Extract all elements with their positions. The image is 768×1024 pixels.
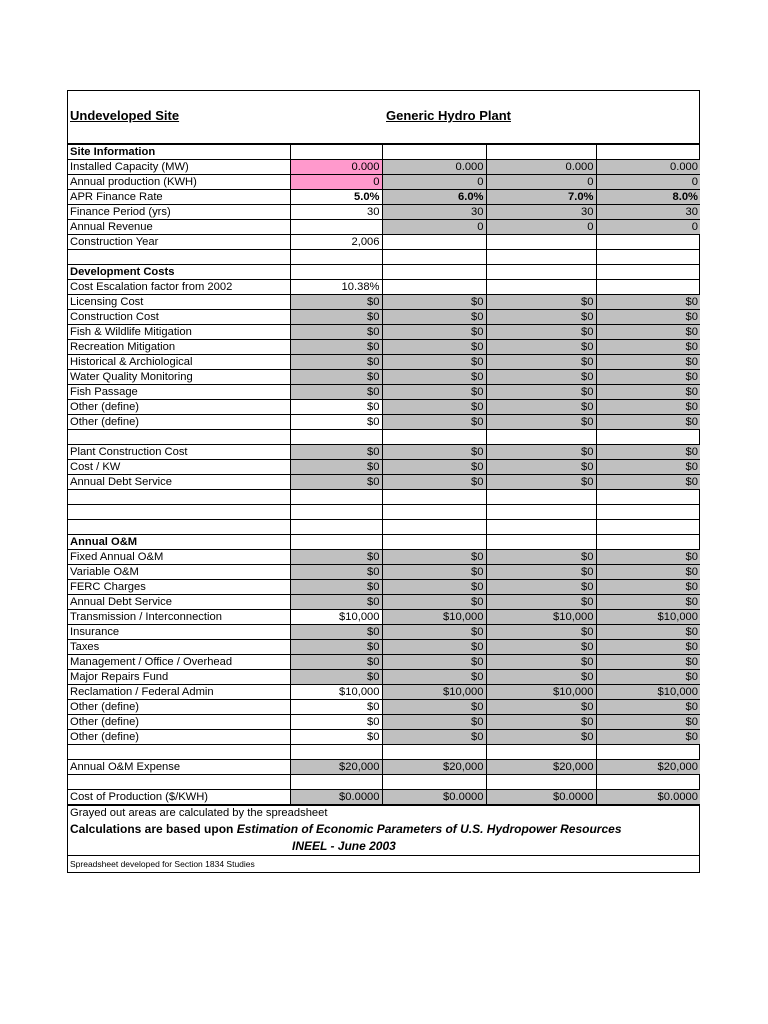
cell-col-2[interactable]: 0: [382, 175, 486, 190]
cell-col-4[interactable]: $0: [596, 385, 700, 400]
cell-col-1[interactable]: $0: [290, 565, 382, 580]
cell-col-4[interactable]: 0: [596, 220, 700, 235]
site-title: Undeveloped Site: [70, 108, 180, 123]
row-label: Fish & Wildlife Mitigation: [68, 325, 290, 340]
blank-row: [68, 505, 700, 520]
cell-col-3[interactable]: [486, 520, 596, 535]
cell-col-1[interactable]: 0: [290, 175, 382, 190]
cell-col-4[interactable]: 0: [596, 175, 700, 190]
row-label: Cost Escalation factor from 2002: [68, 280, 290, 295]
cell-col-4[interactable]: $20,000: [596, 760, 700, 775]
row-label: [68, 490, 290, 505]
row-label: Reclamation / Federal Admin: [68, 685, 290, 700]
row-label: Plant Construction Cost: [68, 445, 290, 460]
cell-col-3[interactable]: $0: [486, 550, 596, 565]
cell-col-4[interactable]: $0: [596, 460, 700, 475]
cell-col-3[interactable]: $0.0000: [486, 790, 596, 805]
blank-row: [68, 490, 700, 505]
row-label: Licensing Cost: [68, 295, 290, 310]
cell-col-1[interactable]: 2,006: [290, 235, 382, 250]
cell-col-1[interactable]: 0.000: [290, 160, 382, 175]
row-label: Historical & Archiological: [68, 355, 290, 370]
table-row: [68, 325, 700, 340]
cell-col-3[interactable]: $0: [486, 730, 596, 745]
row-label: [68, 520, 290, 535]
row-label: Cost of Production ($/KWH): [68, 790, 290, 805]
blank-row: [68, 520, 700, 535]
cell-col-2[interactable]: [382, 775, 486, 790]
cell-col-4[interactable]: [596, 535, 700, 550]
row-label: Other (define): [68, 730, 290, 745]
cell-col-2[interactable]: $0: [382, 400, 486, 415]
cell-col-4[interactable]: $0: [596, 340, 700, 355]
cell-col-1[interactable]: $20,000: [290, 760, 382, 775]
section-heading-row: [68, 145, 700, 160]
cell-col-1[interactable]: $0: [290, 595, 382, 610]
row-label: [68, 505, 290, 520]
table-row: [68, 280, 700, 295]
cell-col-2[interactable]: 0: [382, 220, 486, 235]
section-heading-row: [68, 535, 700, 550]
table-row: [68, 655, 700, 670]
table-row: [68, 700, 700, 715]
cell-col-1[interactable]: [290, 430, 382, 445]
row-label: APR Finance Rate: [68, 190, 290, 205]
cell-col-3[interactable]: $0: [486, 625, 596, 640]
cell-col-1[interactable]: $0: [290, 445, 382, 460]
table-row: [68, 625, 700, 640]
cell-col-3[interactable]: $0: [486, 670, 596, 685]
cell-col-4[interactable]: $0: [596, 595, 700, 610]
cell-col-4[interactable]: 0.000: [596, 160, 700, 175]
cell-col-1[interactable]: [290, 490, 382, 505]
cell-col-3[interactable]: [486, 265, 596, 280]
cell-col-4[interactable]: [596, 250, 700, 265]
row-label: Major Repairs Fund: [68, 670, 290, 685]
row-label: Other (define): [68, 715, 290, 730]
cell-col-1[interactable]: $0: [290, 385, 382, 400]
cell-col-1[interactable]: [290, 145, 382, 160]
row-label: Annual Revenue: [68, 220, 290, 235]
cell-col-2[interactable]: $0: [382, 550, 486, 565]
cell-col-3[interactable]: $0: [486, 370, 596, 385]
cell-col-2[interactable]: $0: [382, 730, 486, 745]
cell-col-2[interactable]: [382, 265, 486, 280]
cell-col-1[interactable]: $0: [290, 715, 382, 730]
table-row: [68, 460, 700, 475]
cell-col-2[interactable]: $0: [382, 415, 486, 430]
cell-col-2[interactable]: $0: [382, 385, 486, 400]
table-row: [68, 580, 700, 595]
cell-col-3[interactable]: $0: [486, 640, 596, 655]
cell-col-4[interactable]: $0: [596, 655, 700, 670]
cell-col-1[interactable]: $0: [290, 400, 382, 415]
cell-col-2[interactable]: $0: [382, 655, 486, 670]
cell-col-4[interactable]: $0: [596, 310, 700, 325]
table-row: [68, 685, 700, 700]
row-label: Other (define): [68, 415, 290, 430]
cell-col-4[interactable]: $0: [596, 625, 700, 640]
cell-col-4[interactable]: $0: [596, 730, 700, 745]
row-label: Cost / KW: [68, 460, 290, 475]
cell-col-2[interactable]: $0.0000: [382, 790, 486, 805]
cell-col-1[interactable]: $0.0000: [290, 790, 382, 805]
table-row: [68, 295, 700, 310]
cell-col-2[interactable]: 6.0%: [382, 190, 486, 205]
blank-row: [68, 745, 700, 760]
cell-col-2[interactable]: $0: [382, 310, 486, 325]
table-row: [68, 205, 700, 220]
cell-col-1[interactable]: $0: [290, 700, 382, 715]
cell-col-4[interactable]: $0: [596, 670, 700, 685]
cell-col-2[interactable]: $0: [382, 460, 486, 475]
row-label: Construction Year: [68, 235, 290, 250]
row-label: Construction Cost: [68, 310, 290, 325]
cell-col-3[interactable]: $0: [486, 325, 596, 340]
cell-col-3[interactable]: [486, 145, 596, 160]
cell-col-2[interactable]: $0: [382, 700, 486, 715]
cell-col-3[interactable]: $0: [486, 355, 596, 370]
cell-col-1[interactable]: $10,000: [290, 685, 382, 700]
cell-col-4[interactable]: [596, 145, 700, 160]
cell-col-3[interactable]: $0: [486, 460, 596, 475]
cell-col-2[interactable]: [382, 250, 486, 265]
table-row: [68, 400, 700, 415]
cell-col-3[interactable]: $10,000: [486, 685, 596, 700]
cell-col-1[interactable]: $0: [290, 310, 382, 325]
cell-col-4[interactable]: [596, 430, 700, 445]
calc-prefix: Calculations are based upon: [70, 822, 237, 836]
cell-col-4[interactable]: $0: [596, 445, 700, 460]
cell-col-1[interactable]: $0: [290, 340, 382, 355]
cell-col-3[interactable]: [486, 535, 596, 550]
cell-col-4[interactable]: [596, 775, 700, 790]
cell-col-1[interactable]: [290, 775, 382, 790]
cell-col-1[interactable]: 30: [290, 205, 382, 220]
row-label: Finance Period (yrs): [68, 205, 290, 220]
cell-col-3[interactable]: [486, 490, 596, 505]
table-row: [68, 610, 700, 625]
cell-col-1[interactable]: 5.0%: [290, 190, 382, 205]
cell-col-1[interactable]: [290, 745, 382, 760]
source-line: INEEL - June 2003: [292, 839, 396, 853]
cell-col-4[interactable]: [596, 490, 700, 505]
cell-col-3[interactable]: $0: [486, 310, 596, 325]
cell-col-1[interactable]: [290, 265, 382, 280]
cell-col-3[interactable]: $0: [486, 580, 596, 595]
cell-col-3[interactable]: $0: [486, 340, 596, 355]
cell-col-1[interactable]: $0: [290, 640, 382, 655]
cell-col-4[interactable]: $0: [596, 475, 700, 490]
table-row: [68, 670, 700, 685]
cell-col-3[interactable]: [486, 745, 596, 760]
cell-col-2[interactable]: $0: [382, 670, 486, 685]
cell-col-3[interactable]: $0: [486, 475, 596, 490]
table-row: [68, 715, 700, 730]
table-row: [68, 640, 700, 655]
cell-col-3[interactable]: [486, 250, 596, 265]
cell-col-1[interactable]: $0: [290, 415, 382, 430]
row-label: [68, 250, 290, 265]
cell-col-2[interactable]: 0.000: [382, 160, 486, 175]
cell-col-1[interactable]: $0: [290, 355, 382, 370]
cell-col-1[interactable]: $0: [290, 670, 382, 685]
cell-col-3[interactable]: $0: [486, 295, 596, 310]
cell-col-1[interactable]: [290, 535, 382, 550]
row-label: Variable O&M: [68, 565, 290, 580]
cell-col-3[interactable]: $0: [486, 385, 596, 400]
cell-col-4[interactable]: [596, 745, 700, 760]
row-label: [68, 775, 290, 790]
cell-col-1[interactable]: [290, 520, 382, 535]
table-row: [68, 190, 700, 205]
cell-col-2[interactable]: [382, 490, 486, 505]
cell-col-4[interactable]: $10,000: [596, 610, 700, 625]
calc-basis: [68, 821, 699, 838]
cell-col-1[interactable]: [290, 505, 382, 520]
blank-row: [68, 430, 700, 445]
cell-col-1[interactable]: $0: [290, 655, 382, 670]
cell-col-1[interactable]: $0: [290, 325, 382, 340]
blank-row: [68, 775, 700, 790]
cell-col-2[interactable]: $0: [382, 370, 486, 385]
cell-col-1[interactable]: $0: [290, 460, 382, 475]
cell-col-4[interactable]: [596, 520, 700, 535]
table-row: [68, 550, 700, 565]
row-label: Site Information: [68, 145, 290, 160]
cell-col-4[interactable]: $0: [596, 715, 700, 730]
cell-col-2[interactable]: $0: [382, 445, 486, 460]
cell-col-4[interactable]: [596, 505, 700, 520]
cell-col-1[interactable]: $10,000: [290, 610, 382, 625]
cell-col-1[interactable]: $0: [290, 295, 382, 310]
cell-col-4[interactable]: $0: [596, 355, 700, 370]
table-row: [68, 445, 700, 460]
table-row: [68, 310, 700, 325]
row-label: Annual Debt Service: [68, 595, 290, 610]
cell-col-2[interactable]: [382, 280, 486, 295]
row-label: Development Costs: [68, 265, 290, 280]
cell-col-2[interactable]: [382, 535, 486, 550]
cell-col-2[interactable]: $0: [382, 580, 486, 595]
cell-col-2[interactable]: $0: [382, 325, 486, 340]
table-row: [68, 160, 700, 175]
cell-col-4[interactable]: [596, 265, 700, 280]
row-label: Other (define): [68, 700, 290, 715]
cell-col-4[interactable]: $0: [596, 415, 700, 430]
cell-col-3[interactable]: $0: [486, 445, 596, 460]
table-row: [68, 565, 700, 580]
cell-col-3[interactable]: $0: [486, 700, 596, 715]
cell-col-4[interactable]: 30: [596, 205, 700, 220]
row-label: Taxes: [68, 640, 290, 655]
cell-col-2[interactable]: [382, 235, 486, 250]
table-row: [68, 340, 700, 355]
cell-col-1[interactable]: $0: [290, 730, 382, 745]
cell-col-3[interactable]: 7.0%: [486, 190, 596, 205]
cell-col-3[interactable]: $0: [486, 400, 596, 415]
cell-col-4[interactable]: $0: [596, 580, 700, 595]
cell-col-2[interactable]: $10,000: [382, 610, 486, 625]
row-label: Fixed Annual O&M: [68, 550, 290, 565]
cell-col-4[interactable]: $0: [596, 550, 700, 565]
blank-row: [68, 250, 700, 265]
cell-col-2[interactable]: $0: [382, 625, 486, 640]
row-label: FERC Charges: [68, 580, 290, 595]
cell-col-2[interactable]: 30: [382, 205, 486, 220]
cell-col-2[interactable]: $0: [382, 355, 486, 370]
cell-col-2[interactable]: $0: [382, 640, 486, 655]
cell-col-2[interactable]: $0: [382, 715, 486, 730]
row-label: Insurance: [68, 625, 290, 640]
row-label: Management / Office / Overhead: [68, 655, 290, 670]
calc-source: Estimation of Economic Parameters of U.S. Hydropower Resources: [236, 822, 622, 836]
table-row: [68, 730, 700, 745]
cell-col-2[interactable]: $0: [382, 475, 486, 490]
row-label: Fish Passage: [68, 385, 290, 400]
cell-col-1[interactable]: [290, 220, 382, 235]
cell-col-2[interactable]: [382, 430, 486, 445]
cell-col-3[interactable]: $0: [486, 715, 596, 730]
cell-col-2[interactable]: [382, 145, 486, 160]
cell-col-3[interactable]: $0: [486, 565, 596, 580]
cell-col-2[interactable]: $0: [382, 565, 486, 580]
cell-col-3[interactable]: $0: [486, 595, 596, 610]
row-label: Recreation Mitigation: [68, 340, 290, 355]
cell-col-2[interactable]: $0: [382, 295, 486, 310]
table-row: [68, 355, 700, 370]
table-row: [68, 760, 700, 775]
cell-col-4[interactable]: $10,000: [596, 685, 700, 700]
cell-col-4[interactable]: $0.0000: [596, 790, 700, 805]
row-label: Annual production (KWH): [68, 175, 290, 190]
table-row: [68, 475, 700, 490]
row-label: Installed Capacity (MW): [68, 160, 290, 175]
cell-col-1[interactable]: 10.38%: [290, 280, 382, 295]
cell-col-3[interactable]: [486, 775, 596, 790]
cell-col-2[interactable]: $10,000: [382, 685, 486, 700]
row-label: Annual O&M: [68, 535, 290, 550]
cell-col-4[interactable]: $0: [596, 370, 700, 385]
row-label: [68, 430, 290, 445]
row-label: Water Quality Monitoring: [68, 370, 290, 385]
table-row: [68, 175, 700, 190]
table-row: [68, 385, 700, 400]
title-row: [68, 91, 699, 144]
footer: [68, 805, 699, 872]
row-label: Annual Debt Service: [68, 475, 290, 490]
cell-col-1[interactable]: [290, 250, 382, 265]
cell-col-1[interactable]: $0: [290, 370, 382, 385]
table-row: [68, 370, 700, 385]
cell-col-1[interactable]: $0: [290, 580, 382, 595]
cell-col-4[interactable]: [596, 235, 700, 250]
cell-col-2[interactable]: $0: [382, 340, 486, 355]
cell-col-3[interactable]: [486, 235, 596, 250]
cell-col-3[interactable]: $10,000: [486, 610, 596, 625]
cost-table: [68, 144, 700, 805]
cell-col-3[interactable]: 30: [486, 205, 596, 220]
table-row: [68, 790, 700, 805]
cell-col-3[interactable]: [486, 505, 596, 520]
cell-col-1[interactable]: $0: [290, 625, 382, 640]
table-row: [68, 595, 700, 610]
cell-col-4[interactable]: 8.0%: [596, 190, 700, 205]
section-heading-row: [68, 265, 700, 280]
table-row: [68, 220, 700, 235]
cell-col-2[interactable]: $0: [382, 595, 486, 610]
cell-col-3[interactable]: 0: [486, 220, 596, 235]
cell-col-2[interactable]: [382, 745, 486, 760]
cell-col-4[interactable]: $0: [596, 400, 700, 415]
cell-col-4[interactable]: $0: [596, 640, 700, 655]
cell-col-3[interactable]: $20,000: [486, 760, 596, 775]
table-row: [68, 235, 700, 250]
table-row: [68, 415, 700, 430]
cell-col-4[interactable]: $0: [596, 700, 700, 715]
cell-col-4[interactable]: $0: [596, 295, 700, 310]
cell-col-4[interactable]: [596, 280, 700, 295]
cell-col-3[interactable]: $0: [486, 415, 596, 430]
cell-col-4[interactable]: $0: [596, 565, 700, 580]
cell-col-3[interactable]: [486, 280, 596, 295]
cell-col-3[interactable]: [486, 430, 596, 445]
spreadsheet: [67, 90, 700, 873]
cell-col-2[interactable]: [382, 520, 486, 535]
cell-col-1[interactable]: $0: [290, 550, 382, 565]
credit-line: Spreadsheet developed for Section 1834 Studies: [68, 855, 699, 872]
plant-title: Generic Hydro Plant: [386, 108, 511, 123]
cell-col-2[interactable]: [382, 505, 486, 520]
cell-col-3[interactable]: 0.000: [486, 160, 596, 175]
row-label: [68, 745, 290, 760]
cell-col-2[interactable]: $20,000: [382, 760, 486, 775]
cell-col-3[interactable]: 0: [486, 175, 596, 190]
gray-note: Grayed out areas are calculated by the spreadsheet: [70, 807, 328, 819]
row-label: Annual O&M Expense: [68, 760, 290, 775]
row-label: Other (define): [68, 400, 290, 415]
cell-col-4[interactable]: $0: [596, 325, 700, 340]
cell-col-3[interactable]: $0: [486, 655, 596, 670]
cell-col-1[interactable]: $0: [290, 475, 382, 490]
row-label: Transmission / Interconnection: [68, 610, 290, 625]
